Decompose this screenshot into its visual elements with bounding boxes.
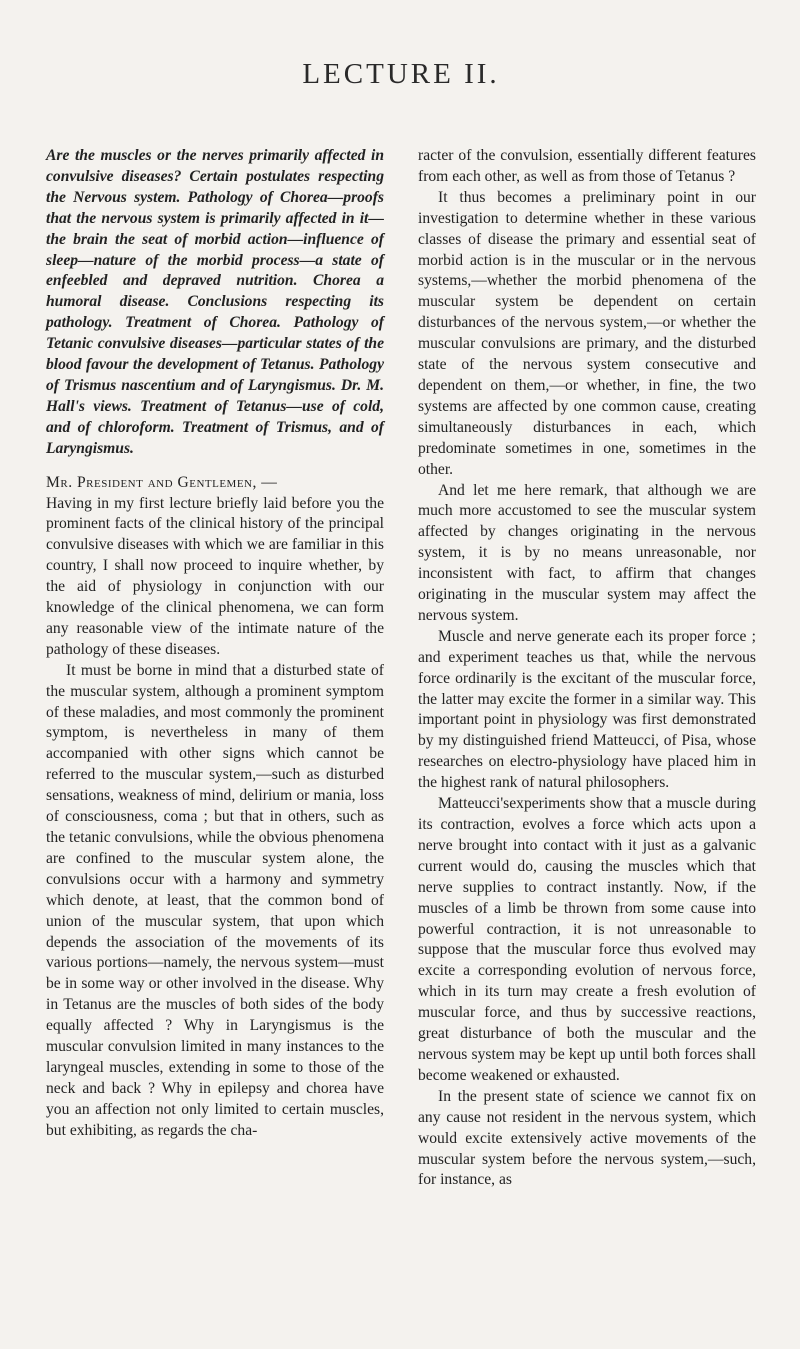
left-column	[46, 146, 384, 1191]
salutation: Mr. President and Gentlemen, —	[46, 473, 278, 491]
right-column	[418, 146, 756, 1191]
lecture-heading: LECTURE II.	[302, 58, 500, 90]
paragraph: Matteucci'sexperiments show that a muscle during its contraction, evolves a force which acts upon a nerve brought into contact with it just as a galvanic current would do, causing the muscles which that nerve supplies to contract instantly. Now, if the muscles of a limb be thrown from some cause into powerful contraction, it is not unreasonable to suppose that the muscular force thus evolved may excite a corresponding evolution of nervous force, which in its turn may create a fresh evolution of muscular force, and thus by successive reactions, great disturbance of both the muscular and the nervous system may be kept up until both forces shall become weakened or exhausted.	[418, 795, 756, 1084]
paragraph: Muscle and nerve generate each its proper force ; and experiment teaches us that, while the nervous force ordinarily is the excitant of the muscular force, the latter may excite the former in a similar way. This important point in physiology was first demonstrated by my distinguished friend Matteucci, of Pisa, whose researches on electro-physiology have placed him in the highest rank of natural philosophers.	[418, 627, 756, 792]
lecture-summary: Are the muscles or the nerves primarily affected in convulsive diseases? Certain postulates respecting the Nervous system. Pathology of Chorea—proofs that the nervous system is primarily affected in it—the brain the seat of morbid action—influence of sleep—nature of the morbid process—a state of enfeebled and depraved nutrition. Chorea a humoral disease. Conclusions respecting its pathology. Treatment of Chorea. Pathology of Tetanic convulsive diseases—particular states of the blood favour the development of Tetanus. Pathology of Trismus nascentium and of Laryngismus. Dr. M. Hall's views. Treatment of Tetanus—use of cold, and of chloroform. Treatment of Trismus, and of Laryngismus.	[46, 147, 384, 457]
paragraph: In the present state of science we cannot fix on any cause not resident in the nervous system, which would excite extensively active movements of the muscular system before the nervous system,—such, for instance, as	[418, 1087, 756, 1189]
paragraph: It thus becomes a preliminary point in our investigation to determine whether in these various classes of disease the primary and essential seat of morbid action is in the muscular or in the nervous systems,—whether the morbid phenomena of the muscular system be dependent on certain disturbances of the nervous system,—or whether the muscular convulsions are primary, and the disturbed state of the nervous system consecutive and dependent on them,—or whether, in fine, the two systems are affected by one common cause, creating simultaneously disturbances in each, which predominate sometimes in one, sometimes in the other.	[418, 188, 756, 478]
paragraph: And let me here remark, that although we are much more accustomed to see the muscular system affected by changes originating in the nervous system, it is by no means unreasonable, nor inconsistent with fact, to affirm that changes originating in the muscular system may affect the nervous system.	[418, 481, 756, 624]
paragraph-continued: racter of the convulsion, essentially different features from each other, as well as from those of Tetanus ?	[418, 147, 756, 185]
text-columns	[46, 146, 756, 1191]
paragraph: Having in my first lecture briefly laid before you the prominent facts of the clinical history of the principal convulsive diseases with which we are familiar in this country, I shall now proceed to inquire whether, by the aid of physiology in conjunction with our knowledge of the clinical phenomena, we can form any reasonable view of the intimate nature of the pathology of these diseases.	[46, 494, 384, 658]
paragraph: It must be borne in mind that a disturbed state of the muscular system, although a prominent symptom of these maladies, and most commonly the prominent symptom, is nevertheless in many of them accompanied with other signs which cannot be referred to the muscular system,—such as disturbed sensations, weakness of mind, delirium or mania, loss of consciousness, coma ; but that in others, such as the tetanic convulsions, while the obvious phenomena are confined to the muscular system alone, the convulsions occur with a harmony and symmetry which denote, at least, that the common bond of union of the muscular system, that upon which depends the association of the movements of its various portions—namely, the nervous system—must be in some way or other involved in the disease. Why in Tetanus are the muscles of both sides of the body equally affected ? Why in Laryngismus is the muscular convulsion limited in many instances to the laryngeal muscles, extending in some to those of the neck and back ? Why in epilepsy and chorea have you an affection not only limited to certain muscles, but exhibiting, as regards the cha-	[46, 661, 384, 1139]
